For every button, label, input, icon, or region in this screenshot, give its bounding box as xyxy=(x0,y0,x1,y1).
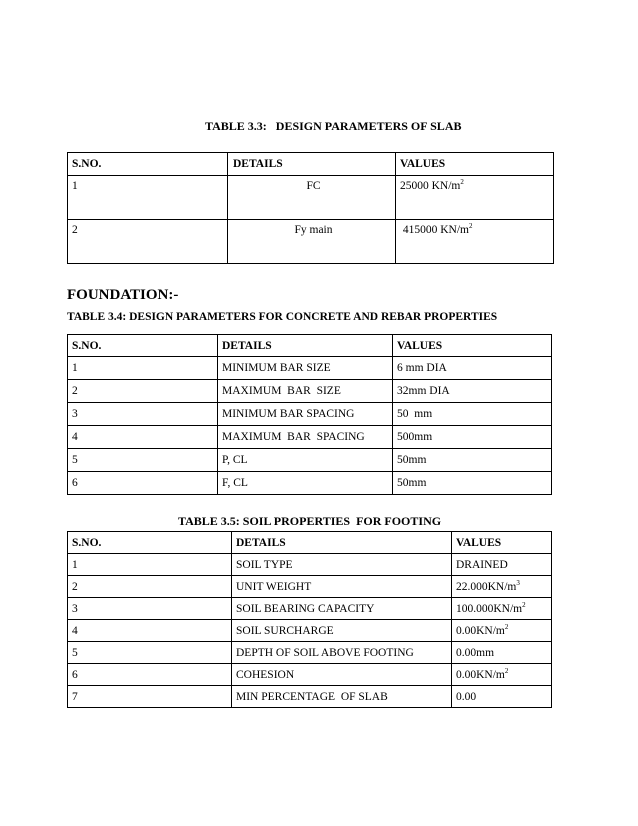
table-row xyxy=(68,176,554,220)
header-details: DETAILS xyxy=(228,153,396,176)
table-row xyxy=(68,403,552,426)
cell-value: DRAINED xyxy=(452,554,552,576)
cell-sno: 4 xyxy=(68,620,232,642)
cell-sno: 6 xyxy=(68,472,218,495)
cell-details: MIN PERCENTAGE OF SLAB xyxy=(232,686,452,708)
cell-value: $100.000KN/m^2$ xyxy=(452,598,552,620)
cell-details: FC xyxy=(228,176,396,220)
table-header-row xyxy=(68,335,552,357)
cell-sno: 1 xyxy=(68,554,232,576)
foundation-heading: FOUNDATION:- xyxy=(67,287,179,303)
header-sno: S.NO. xyxy=(68,532,232,554)
cell-value: 50 mm xyxy=(393,403,552,426)
cell-details: MAXIMUM BAR SIZE xyxy=(218,380,393,403)
cell-sno: 7 xyxy=(68,686,232,708)
cell-sno: 6 xyxy=(68,664,232,686)
cell-details: SOIL SURCHARGE xyxy=(232,620,452,642)
cell-value: 500mm xyxy=(393,426,552,449)
cell-value: $22.000KN/m^3$ xyxy=(452,576,552,598)
cell-value: 6 mm DIA xyxy=(393,357,552,380)
table-row xyxy=(68,554,552,576)
cell-details: MINIMUM BAR SIZE xyxy=(218,357,393,380)
table-3-5-caption: TABLE 3.5: SOIL PROPERTIES FOR FOOTING xyxy=(178,514,442,528)
table-row xyxy=(68,598,552,620)
header-details: DETAILS xyxy=(218,335,393,357)
cell-details: COHESION xyxy=(232,664,452,686)
cell-value: 415000 $KN/m^2$ xyxy=(396,220,554,264)
cell-sno: 2 xyxy=(68,380,218,403)
cell-sno: 5 xyxy=(68,449,218,472)
cell-sno: 5 xyxy=(68,642,232,664)
table-3-4-caption: TABLE 3.4: DESIGN PARAMETERS FOR CONCRETE AND REBAR PROPERTIES xyxy=(67,311,498,323)
cell-sno: 4 xyxy=(68,426,218,449)
cell-sno: 2 xyxy=(68,220,228,264)
cell-sno: 1 xyxy=(68,357,218,380)
table-row xyxy=(68,380,552,403)
cell-details: MINIMUM BAR SPACING xyxy=(218,403,393,426)
header-values: VALUES xyxy=(452,532,552,554)
table-row xyxy=(68,472,552,495)
cell-details: UNIT WEIGHT xyxy=(232,576,452,598)
header-sno: S.NO. xyxy=(68,153,228,176)
table-row xyxy=(68,664,552,686)
cell-value: $0.00KN/m^2$ xyxy=(452,664,552,686)
table-row xyxy=(68,642,552,664)
cell-value: 25000 $KN/m^2$ xyxy=(396,176,554,220)
table-header-row xyxy=(68,153,554,176)
cell-details: DEPTH OF SOIL ABOVE FOOTING xyxy=(232,642,452,664)
cell-value: 50mm xyxy=(393,472,552,495)
table-row xyxy=(68,220,554,264)
cell-details: SOIL BEARING CAPACITY xyxy=(232,598,452,620)
table-row xyxy=(68,576,552,598)
cell-details: SOIL TYPE xyxy=(232,554,452,576)
cell-value: 0.00mm xyxy=(452,642,552,664)
table-row xyxy=(68,426,552,449)
cell-value: 32mm DIA xyxy=(393,380,552,403)
cell-sno: 1 xyxy=(68,176,228,220)
cell-value: 50mm xyxy=(393,449,552,472)
cell-value: $0.00KN/m^2$ xyxy=(452,620,552,642)
table-3-3 xyxy=(67,152,554,264)
table-row xyxy=(68,620,552,642)
header-values: VALUES xyxy=(396,153,554,176)
table-header-row xyxy=(68,532,552,554)
table-row xyxy=(68,449,552,472)
header-details: DETAILS xyxy=(232,532,452,554)
cell-details: MAXIMUM BAR SPACING xyxy=(218,426,393,449)
cell-details: Fy main xyxy=(228,220,396,264)
header-sno: S.NO. xyxy=(68,335,218,357)
cell-value: 0.00 xyxy=(452,686,552,708)
table-row xyxy=(68,686,552,708)
cell-sno: 2 xyxy=(68,576,232,598)
cell-sno: 3 xyxy=(68,403,218,426)
cell-sno: 3 xyxy=(68,598,232,620)
table-row xyxy=(68,357,552,380)
cell-details: F, CL xyxy=(218,472,393,495)
header-values: VALUES xyxy=(393,335,552,357)
table-3-4 xyxy=(67,334,552,495)
table-3-3-caption: TABLE 3.3: DESIGN PARAMETERS OF SLAB xyxy=(205,119,462,133)
table-3-5 xyxy=(67,531,552,708)
cell-details: P, CL xyxy=(218,449,393,472)
